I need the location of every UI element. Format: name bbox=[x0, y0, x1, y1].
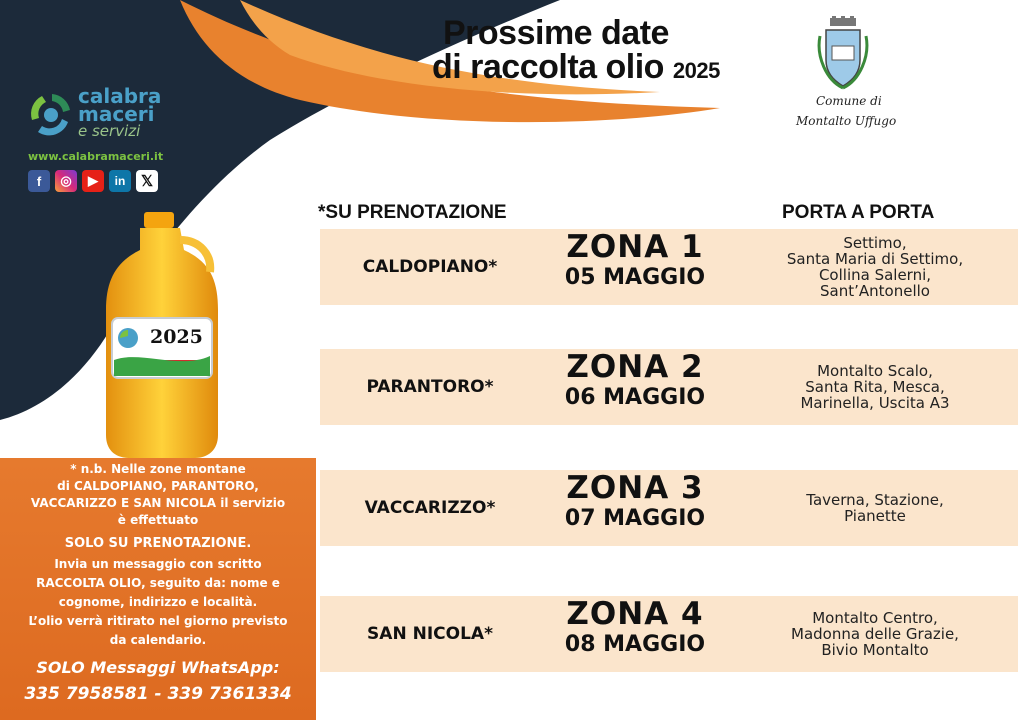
zone-row-2 bbox=[320, 349, 1018, 425]
column-header-prenotazione: *SU PRENOTAZIONE bbox=[318, 202, 507, 223]
info-instr-line: cognome, indirizzo e località. bbox=[58, 595, 258, 609]
zone-area-line: Santa Maria di Settimo, bbox=[786, 250, 964, 268]
website-link[interactable]: www.calabramaceri.it bbox=[28, 150, 164, 163]
x-icon[interactable]: 𝕏 bbox=[136, 170, 158, 192]
page-title-line2-text: di raccolta olio bbox=[432, 48, 664, 86]
logo-text-line3: e servizi bbox=[78, 122, 141, 140]
zone-place: PARANTORO* bbox=[366, 377, 494, 397]
bottle-label-year: 2025 bbox=[150, 326, 203, 348]
coat-of-arms-icon bbox=[816, 16, 870, 92]
zone-title: ZONA 1 bbox=[566, 229, 704, 265]
zone-area-line: Montalto Centro, bbox=[812, 609, 938, 627]
zone-row-3 bbox=[320, 470, 1018, 546]
info-instr-line: Invia un messaggio con scritto bbox=[54, 557, 262, 571]
linkedin-icon[interactable]: in bbox=[109, 170, 131, 192]
zone-date: 07 MAGGIO bbox=[564, 506, 706, 531]
zone-area-line: Santa Rita, Mesca, bbox=[805, 378, 945, 396]
zone-areas bbox=[750, 363, 1000, 411]
zone-date: 06 MAGGIO bbox=[564, 385, 706, 410]
logo-text-line2: maceri bbox=[78, 102, 155, 126]
zone-place: CALDOPIANO* bbox=[362, 257, 498, 277]
zone-area-line: Madonna delle Grazie, bbox=[791, 625, 959, 643]
zone-place: VACCARIZZO* bbox=[364, 498, 496, 518]
column-header-porta-a-porta: PORTA A PORTA bbox=[782, 202, 935, 223]
zone-area-line: Marinella, Uscita A3 bbox=[800, 394, 950, 412]
zone-area-line: Pianette bbox=[844, 507, 906, 525]
zone-title: ZONA 3 bbox=[566, 470, 704, 506]
zone-areas bbox=[750, 492, 1000, 524]
page-title-year: 2025 bbox=[672, 58, 720, 83]
zone-areas bbox=[750, 610, 1000, 658]
page-title-line1: Prossime date bbox=[443, 14, 669, 52]
info-instr-line: L’olio verrà ritirato nel giorno previsto bbox=[28, 614, 288, 628]
info-note-line: VACCARIZZO E SAN NICOLA il servizio bbox=[30, 496, 286, 510]
info-instr-line: RACCOLTA OLIO, seguito da: nome e bbox=[36, 576, 280, 590]
youtube-icon[interactable]: ▶ bbox=[82, 170, 104, 192]
zone-date: 08 MAGGIO bbox=[564, 632, 706, 657]
zone-row-1 bbox=[320, 229, 1018, 305]
logo-text-line1: calabra bbox=[78, 84, 162, 108]
zone-place: SAN NICOLA* bbox=[367, 624, 493, 644]
info-note-line: è effettuato bbox=[117, 513, 199, 527]
page-title-line2 bbox=[432, 48, 720, 87]
info-note-line: * n.b. Nelle zone montane bbox=[70, 462, 246, 476]
comune-name: Montalto Uffugo bbox=[796, 114, 897, 128]
whatsapp-phone-numbers[interactable]: 335 7958581 - 339 7361334 bbox=[24, 684, 292, 704]
info-solo-prenotazione: SOLO SU PRENOTAZIONE. bbox=[64, 536, 252, 551]
zone-title: ZONA 2 bbox=[566, 349, 704, 385]
zone-area-line: Collina Salerni, bbox=[818, 266, 932, 284]
whatsapp-label: SOLO Messaggi WhatsApp: bbox=[36, 658, 280, 677]
comune-label: Comune di bbox=[816, 94, 882, 108]
brand-logo bbox=[22, 86, 78, 142]
info-note-line: di CALDOPIANO, PARANTORO, bbox=[57, 479, 259, 493]
facebook-icon[interactable]: f bbox=[28, 170, 50, 192]
zone-area-line: Taverna, Stazione, bbox=[806, 491, 944, 509]
info-panel bbox=[0, 458, 316, 720]
zone-row-4 bbox=[320, 596, 1018, 672]
zone-title: ZONA 4 bbox=[566, 596, 704, 632]
zone-area-line: Montalto Scalo, bbox=[817, 362, 933, 380]
instagram-icon[interactable]: ◎ bbox=[55, 170, 77, 192]
zone-area-line: Sant’Antonello bbox=[820, 282, 930, 300]
recycle-icon bbox=[22, 86, 78, 142]
zone-area-line: Settimo, bbox=[843, 234, 907, 252]
info-instr-line: da calendario. bbox=[109, 633, 207, 647]
zone-area-line: Bivio Montalto bbox=[821, 641, 929, 659]
zone-date: 05 MAGGIO bbox=[564, 265, 706, 290]
zone-areas bbox=[750, 235, 1000, 299]
